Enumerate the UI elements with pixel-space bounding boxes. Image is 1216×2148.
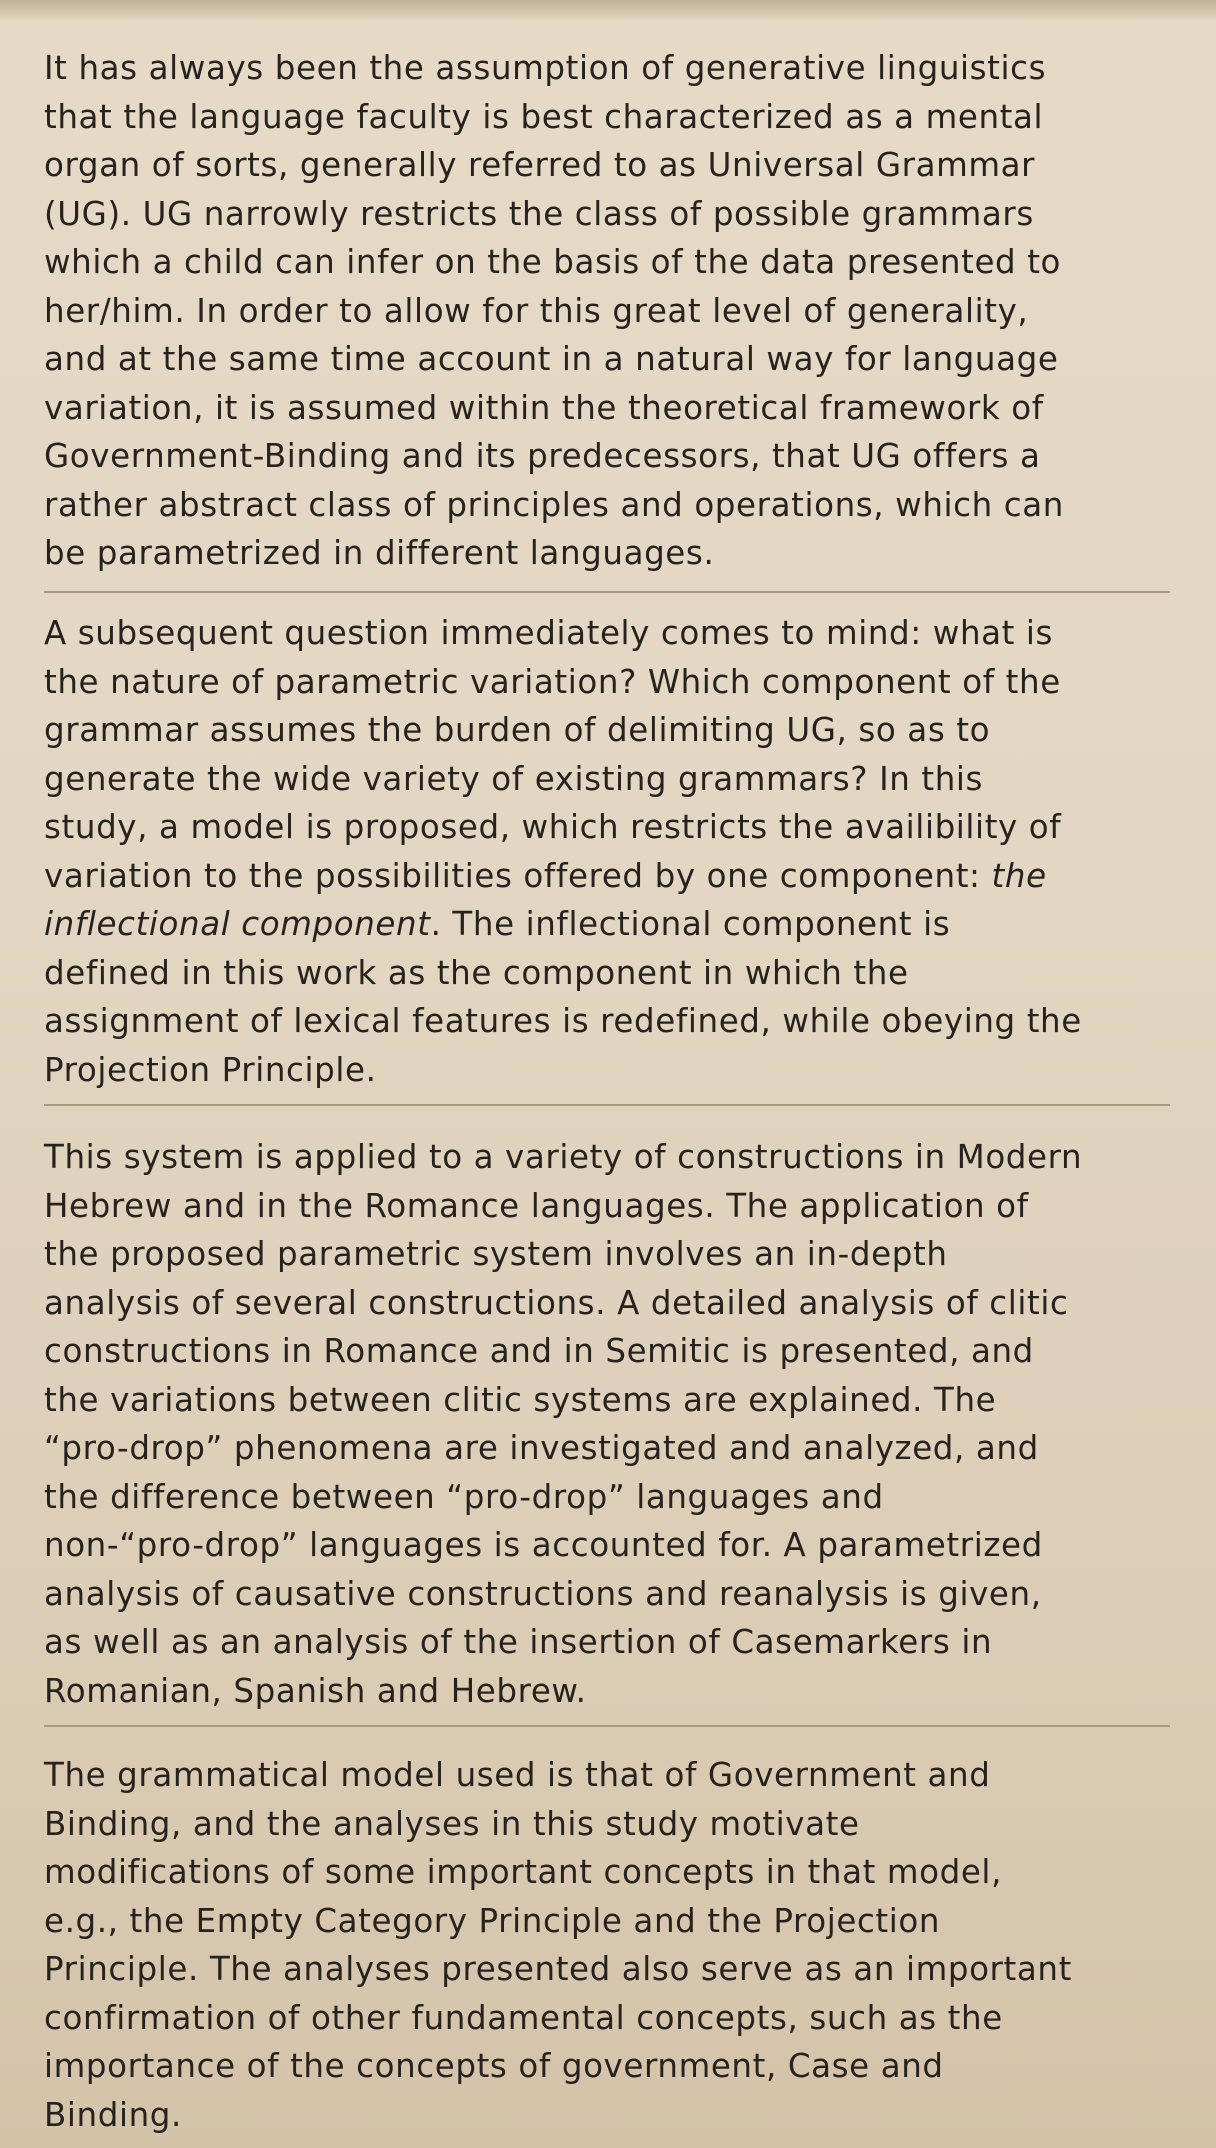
text-line: A subsequent question immediately comes to mind: what is: [44, 614, 1054, 652]
text-line: that the language faculty is best characterized as a mental: [44, 97, 1044, 136]
paragraph-1: [44, 44, 1184, 578]
text-line: assignment of lexical features is redefined, while obeying the: [44, 1002, 1082, 1040]
paragraph-4: [44, 1751, 1184, 2139]
text-line: the proposed parametric system involves an in-depth: [44, 1235, 948, 1273]
text-line: Government-Binding and its predecessors, that UG offers a: [44, 437, 1041, 475]
text-line: rather abstract class of principles and operations, which can: [44, 485, 1064, 524]
text-line: This system is applied to a variety of constructions in Modern: [44, 1138, 1083, 1176]
text-line: “pro-drop” phenomena are investigated and analyzed, and: [44, 1429, 1039, 1467]
text-line: analysis of several constructions. A detailed analysis of clitic: [44, 1283, 1069, 1322]
section-divider: [44, 1104, 1170, 1106]
text-line: the nature of parametric variation? Which component of the: [44, 662, 1061, 701]
text-line: modifications of some important concepts in that model,: [44, 1853, 1002, 1891]
text-line: (UG). UG narrowly restricts the class of possible grammars: [44, 194, 1034, 233]
text-line: generate the wide variety of existing grammars? In this: [44, 759, 984, 798]
text-line: organ of sorts, generally referred to as Universal Grammar: [44, 146, 1036, 184]
text-line: The grammatical model used is that of Government and: [44, 1756, 991, 1794]
text-line: Principle. The analyses presented also serve as an important: [44, 1950, 1072, 1988]
text-line: confirmation of other fundamental concepts, such as the: [44, 1998, 1003, 2037]
text-line: grammar assumes the burden of delimiting UG, so as to: [44, 711, 991, 749]
italic-text-run: the: [991, 856, 1047, 895]
paragraph-2: [44, 609, 1184, 1094]
text-line: It has always been the assumption of generative linguistics: [44, 49, 1047, 87]
text-line: [44, 900, 1184, 949]
text-line: the difference between “pro-drop” languages and: [44, 1477, 884, 1516]
text-line: study, a model is proposed, which restricts the availibility of: [44, 808, 1062, 846]
text-line: defined in this work as the component in which the: [44, 953, 909, 992]
text-line: e.g., the Empty Category Principle and the Projection: [44, 1901, 941, 1940]
text-line: non-“pro-drop” languages is accounted for. A parametrized: [44, 1526, 1043, 1564]
text-line: variation, it is assumed within the theoretical framework of: [44, 388, 1044, 427]
paragraph-3: [44, 1133, 1184, 1715]
text-line: Romanian, Spanish and Hebrew.: [44, 1671, 587, 1710]
section-divider: [44, 1725, 1170, 1727]
top-edge-shadow: [0, 0, 1216, 22]
text-line: constructions in Romance and in Semitic is presented, and: [44, 1332, 1034, 1370]
text-line: the variations between clitic systems are explained. The: [44, 1380, 997, 1419]
section-divider: [44, 591, 1170, 593]
text-line: which a child can infer on the basis of the data presented to: [44, 243, 1062, 281]
text-line: importance of the concepts of government, Case and: [44, 2047, 944, 2085]
text-line: [44, 852, 1184, 901]
text-line: and at the same time account in a natural way for language: [44, 340, 1059, 378]
text-run: variation to the possibilities offered by one component:: [44, 856, 992, 895]
text-line: her/him. In order to allow for this great level of generality,: [44, 291, 1029, 330]
text-line: Hebrew and in the Romance languages. The application of: [44, 1186, 1029, 1225]
text-run: . The inflectional component is: [430, 905, 951, 943]
text-line: Binding, and the analyses in this study motivate: [44, 1804, 860, 1843]
text-line: analysis of causative constructions and reanalysis is given,: [44, 1574, 1042, 1613]
text-line: Binding.: [44, 2095, 182, 2134]
italic-text-run: inflectional component: [44, 905, 431, 943]
text-line: as well as an analysis of the insertion of Casemarkers in: [44, 1623, 993, 1661]
text-line: Projection Principle.: [44, 1050, 377, 1089]
text-line: be parametrized in different languages.: [44, 534, 715, 572]
